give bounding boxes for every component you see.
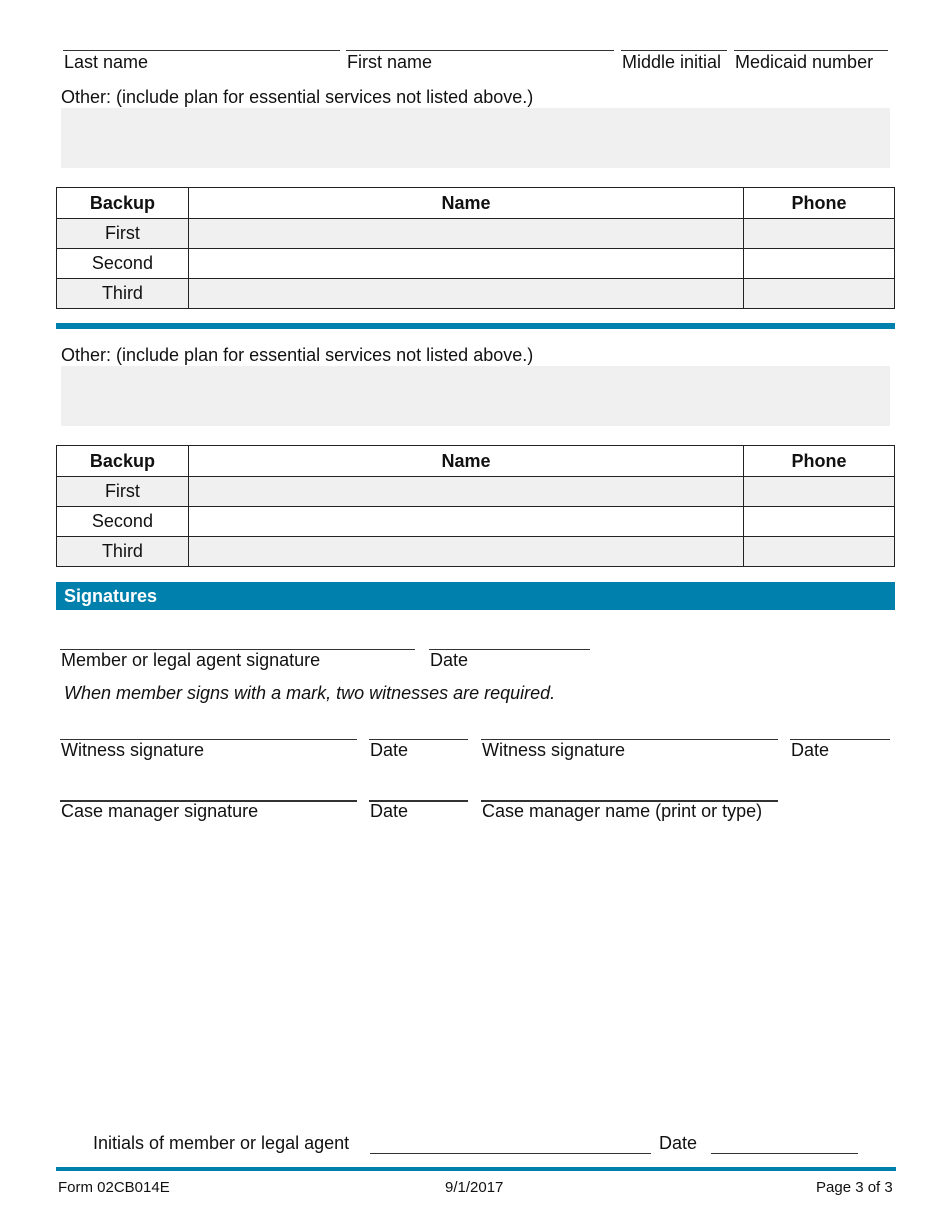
signatures-header: Signatures: [56, 582, 895, 610]
other-label-2: Other: (include plan for essential services not listed above.): [61, 345, 534, 365]
backup-header: Backup: [57, 446, 189, 477]
name-cell[interactable]: [188, 537, 743, 567]
medicaid-number-line[interactable]: [734, 50, 888, 51]
phone-cell[interactable]: [744, 507, 895, 537]
case-manager-name-label: Case manager name (print or type): [482, 801, 763, 821]
backup-row-label: First: [57, 477, 189, 507]
phone-cell[interactable]: [744, 249, 895, 279]
table-row: [57, 279, 895, 309]
phone-cell[interactable]: [744, 219, 895, 249]
first-name-label: First name: [347, 52, 433, 72]
name-cell[interactable]: [188, 507, 743, 537]
phone-header: Phone: [744, 188, 895, 219]
form-number: Form 02CB014E: [58, 1179, 170, 1196]
witness-note: When member signs with a mark, two witnesses are required.: [64, 683, 556, 703]
last-name-label: Last name: [64, 52, 149, 72]
middle-initial-line[interactable]: [621, 50, 727, 51]
phone-cell[interactable]: [744, 477, 895, 507]
middle-initial-label: Middle initial: [622, 52, 722, 72]
page-number: Page 3 of 3: [816, 1179, 893, 1196]
table-row: [57, 219, 895, 249]
name-cell[interactable]: [188, 477, 743, 507]
witness2-date-label: Date: [791, 740, 830, 760]
footer-divider: [56, 1167, 896, 1171]
table-row: [57, 537, 895, 567]
first-name-line[interactable]: [346, 50, 614, 51]
initials-line[interactable]: [370, 1153, 651, 1154]
name-cell[interactable]: [188, 279, 743, 309]
backup-header: Backup: [57, 188, 189, 219]
table-row: [57, 507, 895, 537]
other-text-field-2[interactable]: [61, 366, 890, 426]
phone-cell[interactable]: [744, 537, 895, 567]
section-divider: [56, 323, 895, 329]
backup-row-label: Third: [57, 537, 189, 567]
witness1-date-label: Date: [370, 740, 409, 760]
initials-date-label: Date: [659, 1133, 698, 1153]
name-cell[interactable]: [188, 219, 743, 249]
backup-row-label: Second: [57, 507, 189, 537]
table-row: [57, 249, 895, 279]
form-date: 9/1/2017: [445, 1179, 504, 1196]
backup-table-2: [56, 445, 895, 567]
backup-row-label: Third: [57, 279, 189, 309]
initials-label: Initials of member or legal agent: [93, 1133, 350, 1153]
member-date-label: Date: [430, 650, 469, 670]
initials-date-line[interactable]: [711, 1153, 858, 1154]
phone-cell[interactable]: [744, 279, 895, 309]
backup-table-1: [56, 187, 895, 309]
phone-header: Phone: [744, 446, 895, 477]
case-manager-date-label: Date: [370, 801, 409, 821]
backup-row-label: Second: [57, 249, 189, 279]
name-header: Name: [188, 188, 743, 219]
last-name-line[interactable]: [63, 50, 340, 51]
witness2-signature-label: Witness signature: [482, 740, 626, 760]
other-label-1: Other: (include plan for essential services not listed above.): [61, 87, 534, 107]
backup-row-label: First: [57, 219, 189, 249]
medicaid-number-label: Medicaid number: [735, 52, 874, 72]
case-manager-signature-label: Case manager signature: [61, 801, 259, 821]
name-header: Name: [188, 446, 743, 477]
member-signature-label: Member or legal agent signature: [61, 650, 321, 670]
table-row: [57, 477, 895, 507]
witness1-signature-label: Witness signature: [61, 740, 205, 760]
name-cell[interactable]: [188, 249, 743, 279]
other-text-field-1[interactable]: [61, 108, 890, 168]
